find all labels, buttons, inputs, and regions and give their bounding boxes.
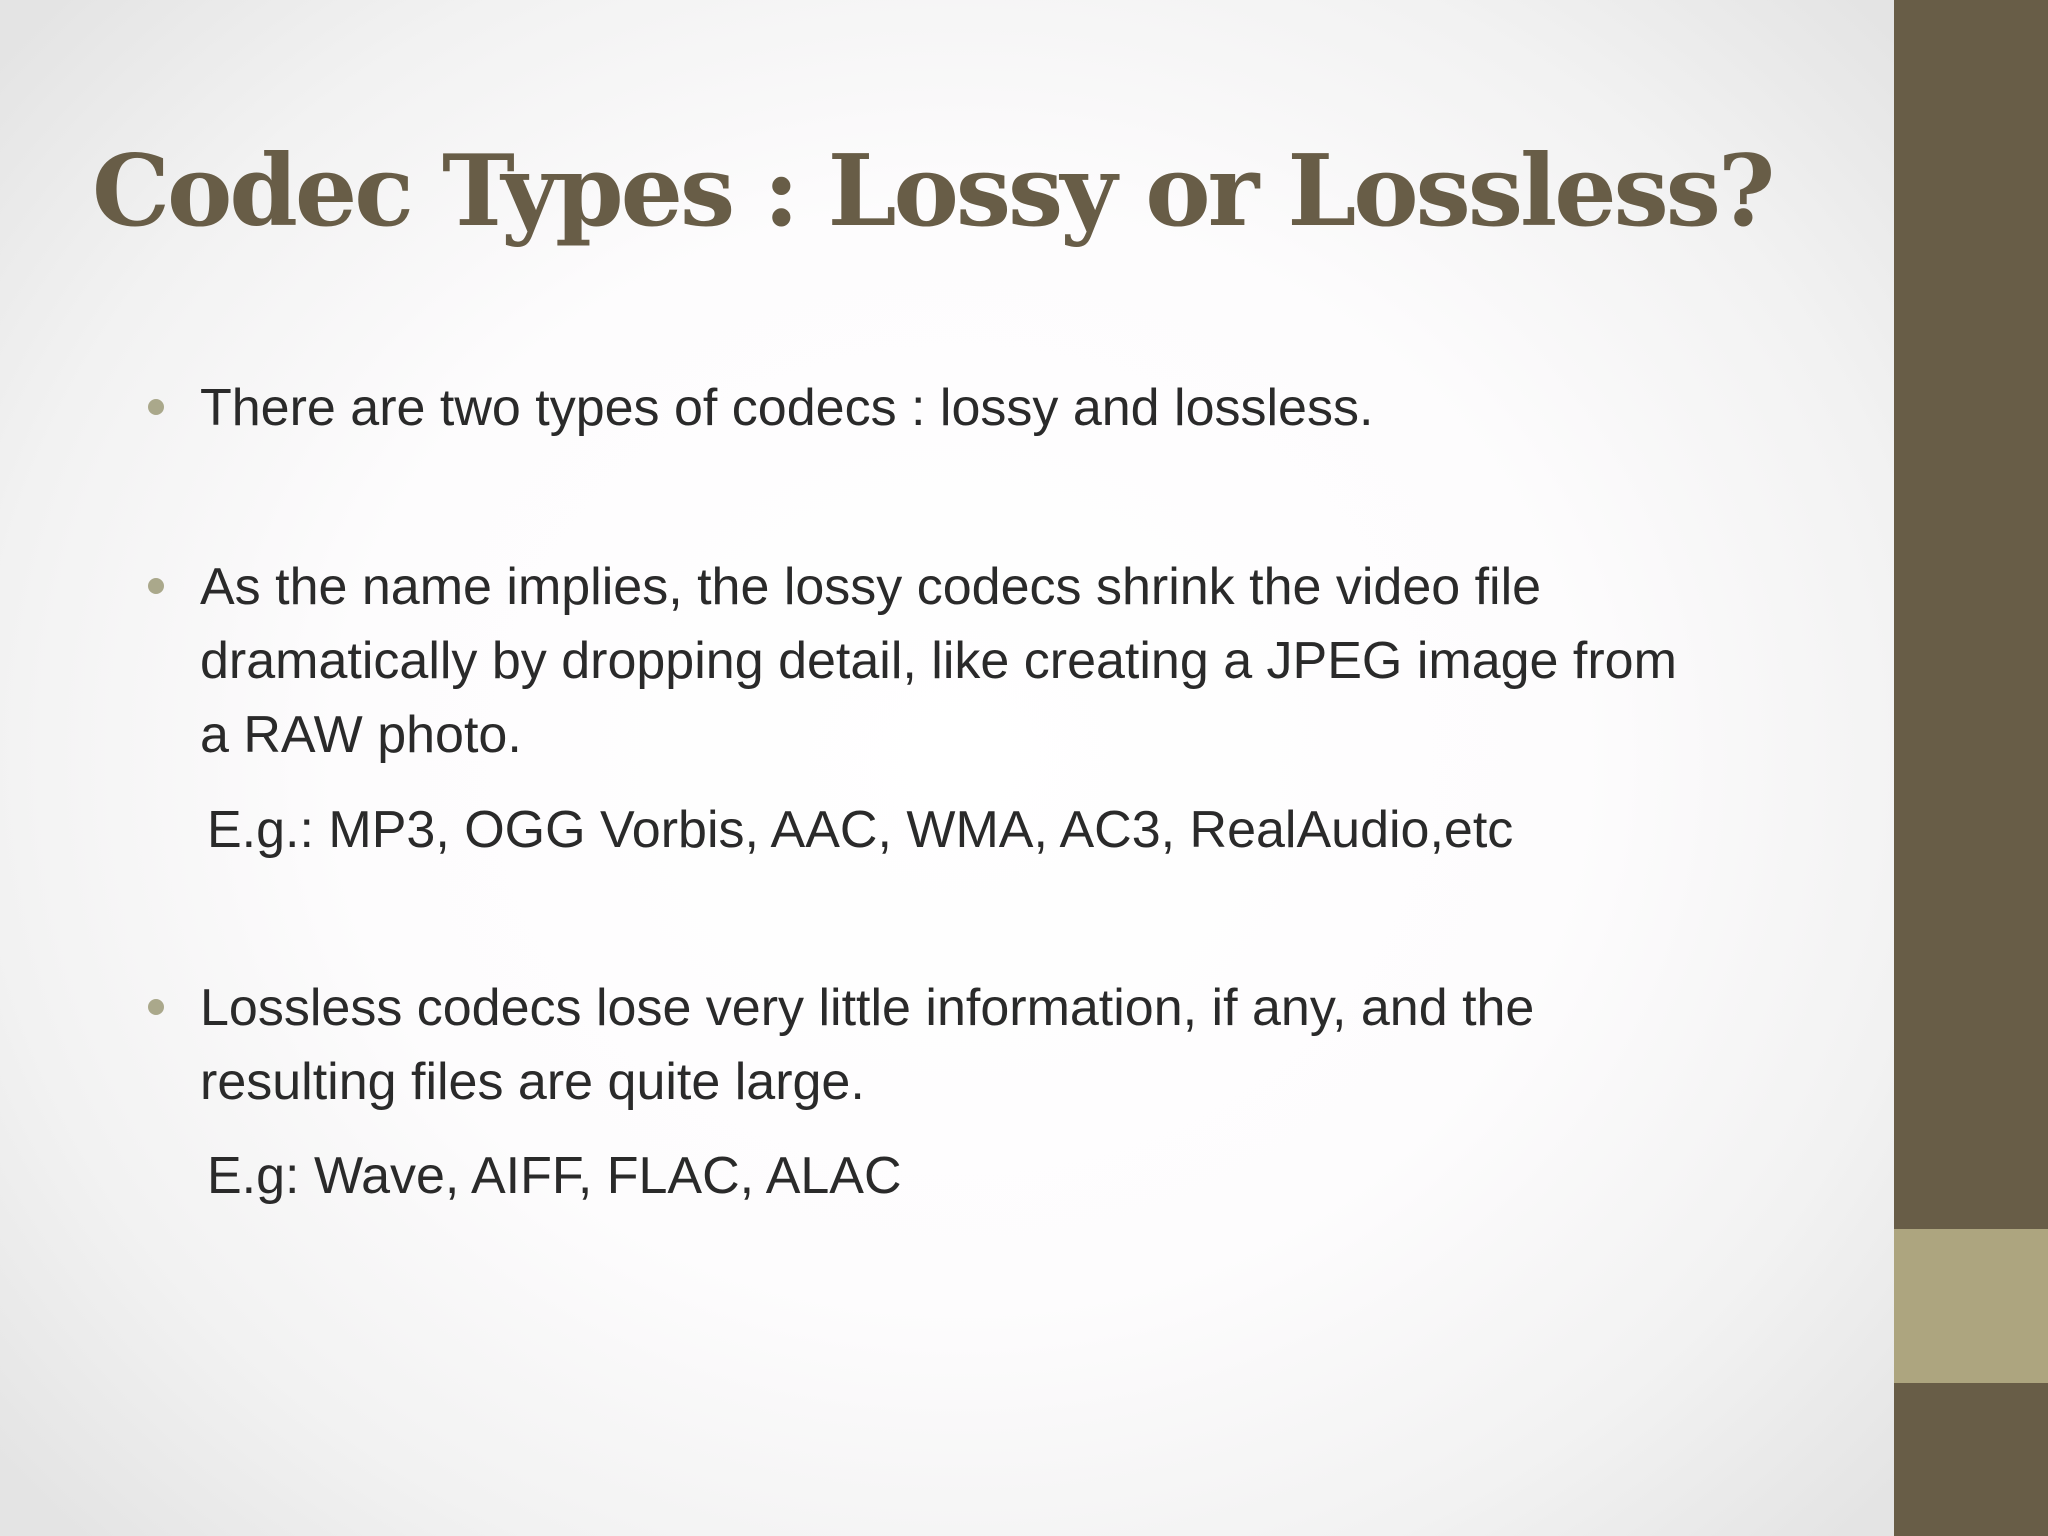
lossy-examples: E.g.: MP3, OGG Vorbis, AAC, WMA, AC3, RealAudio,etc bbox=[207, 801, 1514, 859]
slide-title: Codec Types : Lossy or Lossless? bbox=[92, 134, 1773, 249]
bullet-marker bbox=[148, 399, 164, 415]
bullet-marker bbox=[148, 999, 164, 1015]
bullet-marker bbox=[148, 578, 164, 594]
bullet-item-lossy: As the name implies, the lossy codecs shrink the video file dramatically by dropping detail, like creating a JPEG image from a RAW photo. bbox=[200, 558, 1677, 764]
lossless-examples: E.g: Wave, AIFF, FLAC, ALAC bbox=[207, 1147, 902, 1205]
bullet-item-lossless: Lossless codecs lose very little information, if any, and the resulting files are quite large. bbox=[200, 979, 1535, 1111]
bullet-item-codec-types: There are two types of codecs : lossy and lossless. bbox=[200, 379, 1374, 437]
right-accent-block bbox=[1894, 1229, 2048, 1383]
